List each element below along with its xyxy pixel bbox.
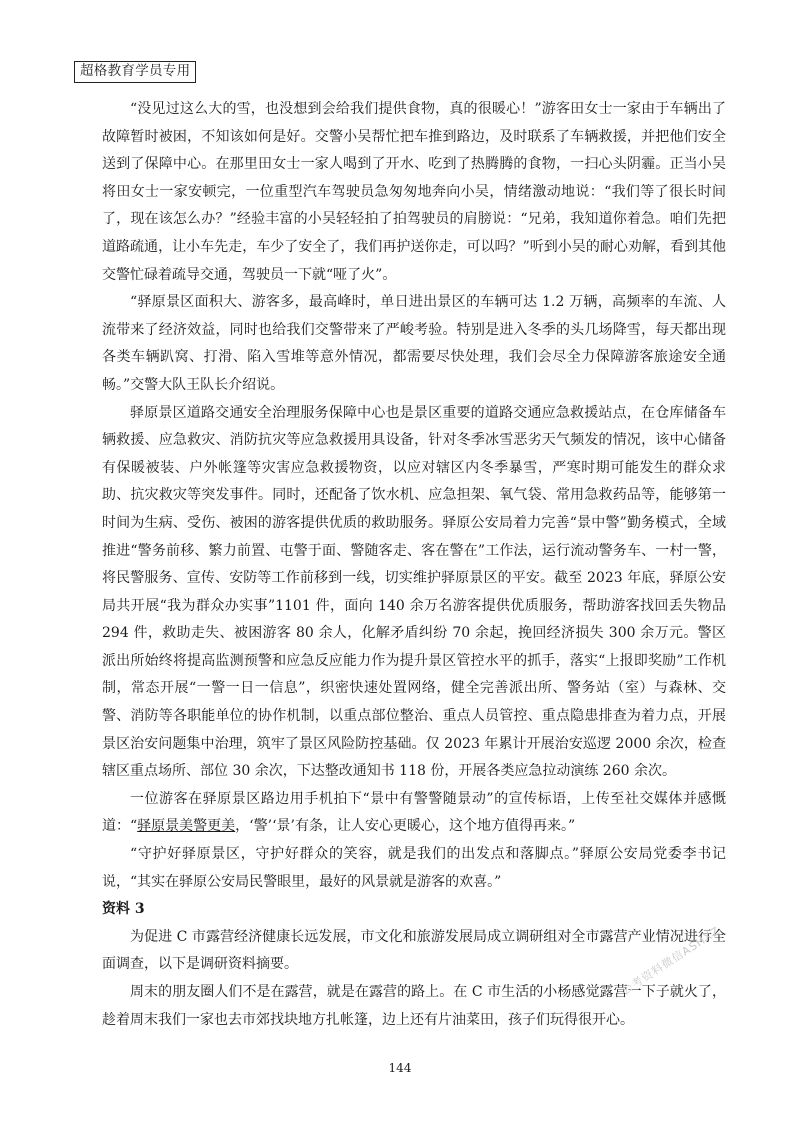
header-label: 超格教育学员专用 (74, 61, 196, 83)
watermark: 公考资料微信ASHXZ (619, 924, 723, 998)
page-number: 144 (388, 1061, 412, 1075)
paragraph-text: 一位游客在驿原景区路边用手机拍下“景中有警警随景动”的宣传标语，上传至社交媒体并感慨道：“ (102, 790, 726, 835)
paragraph: 周末的朋友圈人们不是在露营，就是在露营的路上。在 C 市生活的小杨感觉露营一下子就火了，趁着周末我们一家也去市郊找块地方扎帐篷，边上还有片油菜田，孩子们玩得很开心。 (102, 984, 726, 1028)
paragraph: 为促进 C 市露营经济健康长远发展，市文化和旅游发展局成立调研组对全市露营产业情况进行全面调查，以下是调研资料摘要。 (102, 928, 726, 973)
paragraph (102, 786, 726, 841)
paragraph: “守护好驿原景区，守护好群众的笑容，就是我们的出发点和落脚点。”驿原公安局党委李书记说，“其实在驿原公安局民警眼里，最好的风景就是游客的欢喜。” (102, 846, 726, 890)
underlined-quote: 驿原景美警更美 (137, 818, 236, 835)
document-body (102, 96, 726, 1034)
section-title: 资料 3 (102, 901, 145, 918)
paragraph-text: ，‘警’‘景’有条，让人安心更暖心，这个地方值得再来。” (235, 818, 576, 835)
paragraph: “没见过这么大的雪，也没想到会给我们提供食物，真的很暖心！”游客田女士一家由于车辆出了故障暂时被困，不知该如何是好。交警小吴帮忙把车推到路边，及时联系了车辆救援，并把他们安全送到了保障中心。在那里田女士一家人喝到了开水、吃到了热腾腾的食物，一扫心头阴霾。正当小吴将田女士一家安顿完，一位重型汽车驾驶员急匆匆地奔向小吴，情绪激动地说：“我们等了很长时间了，现在该怎么办？”经验丰富的小吴轻轻拍了拍驾驶员的肩膀说：“兄弟，我知道你着急。咱们先把道路疏通，让小车先走，车少了安全了，我们再护送你走，可以吗？”听到小吴的耐心劝解，看到其他交警忙碌着疏导交通，驾驶员一下就“哑了火”。 (102, 101, 726, 283)
paragraph: 驿原景区道路交通安全治理服务保障中心也是景区重要的道路交通应急救援站点，在仓库储备车辆救援、应急救灾、消防抗灾等应急救援用具设备，针对冬季冰雪恶劣天气频发的情况，该中心储备有保暖被装、户外帐篷等灾害应急救援物资，以应对辖区内冬季暴雪，严寒时期可能发生的群众求助、抗灾救灾等突发事件。同时，还配备了饮水机、应急担架、氧气袋、常用急救药品等，能够第一时间为生病、受伤、被困的游客提供优质的救助服务。驿原公安局着力完善“景中警”勤务模式，全域推进“警务前移、繁力前置、屯警于面、警随客走、客在警在”工作法，运行流动警务车、一村一警，将民警服务、宣传、安防等工作前移到一线，切实维护驿原景区的平安。截至 2023 年底，驿原公安局共开展“我为群众办实事”1101 件，面向 140 余万名游客提供优质服务，帮助游客找回丢失物品 294 件，救助走失、被困游客 80 余人，化解矛盾纠纷 70 余起，挽回经济损失 300 余万元。警区派出所始终将提高监测预警和应急反应能力作为提升景区管控水平的抓手，落实“上报即奖励”工作机制，常态开展“一警一日一信息”，织密快速处置网络，健全完善派出所、警务站（室）与森林、交警、消防等各职能单位的协作机制，以重点部位整治、重点人员管控、重点隐患排查为着力点，开展景区治安问题集中治理，筑牢了景区风险防控基础。仅 2023 年累计开展治安巡逻 2000 余次，检查辖区重点场所、部位 30 余次，下达整改通知书 118 份，开展各类应急拉动演练 260 余次。 (102, 404, 726, 780)
paragraph: “驿原景区面积大、游客多，最高峰时，单日进出景区的车辆可达 1.2 万辆，高频率的车流、人流带来了经济效益，同时也给我们交警带来了严峻考验。特别是进入冬季的头几场降雪，每天都出现各类车辆趴窝、打滑、陷入雪堆等意外情况，都需要尽快处理，我们会尽全力保障游客旅途安全通畅。”交警大队王队长介绍说。 (102, 294, 726, 393)
